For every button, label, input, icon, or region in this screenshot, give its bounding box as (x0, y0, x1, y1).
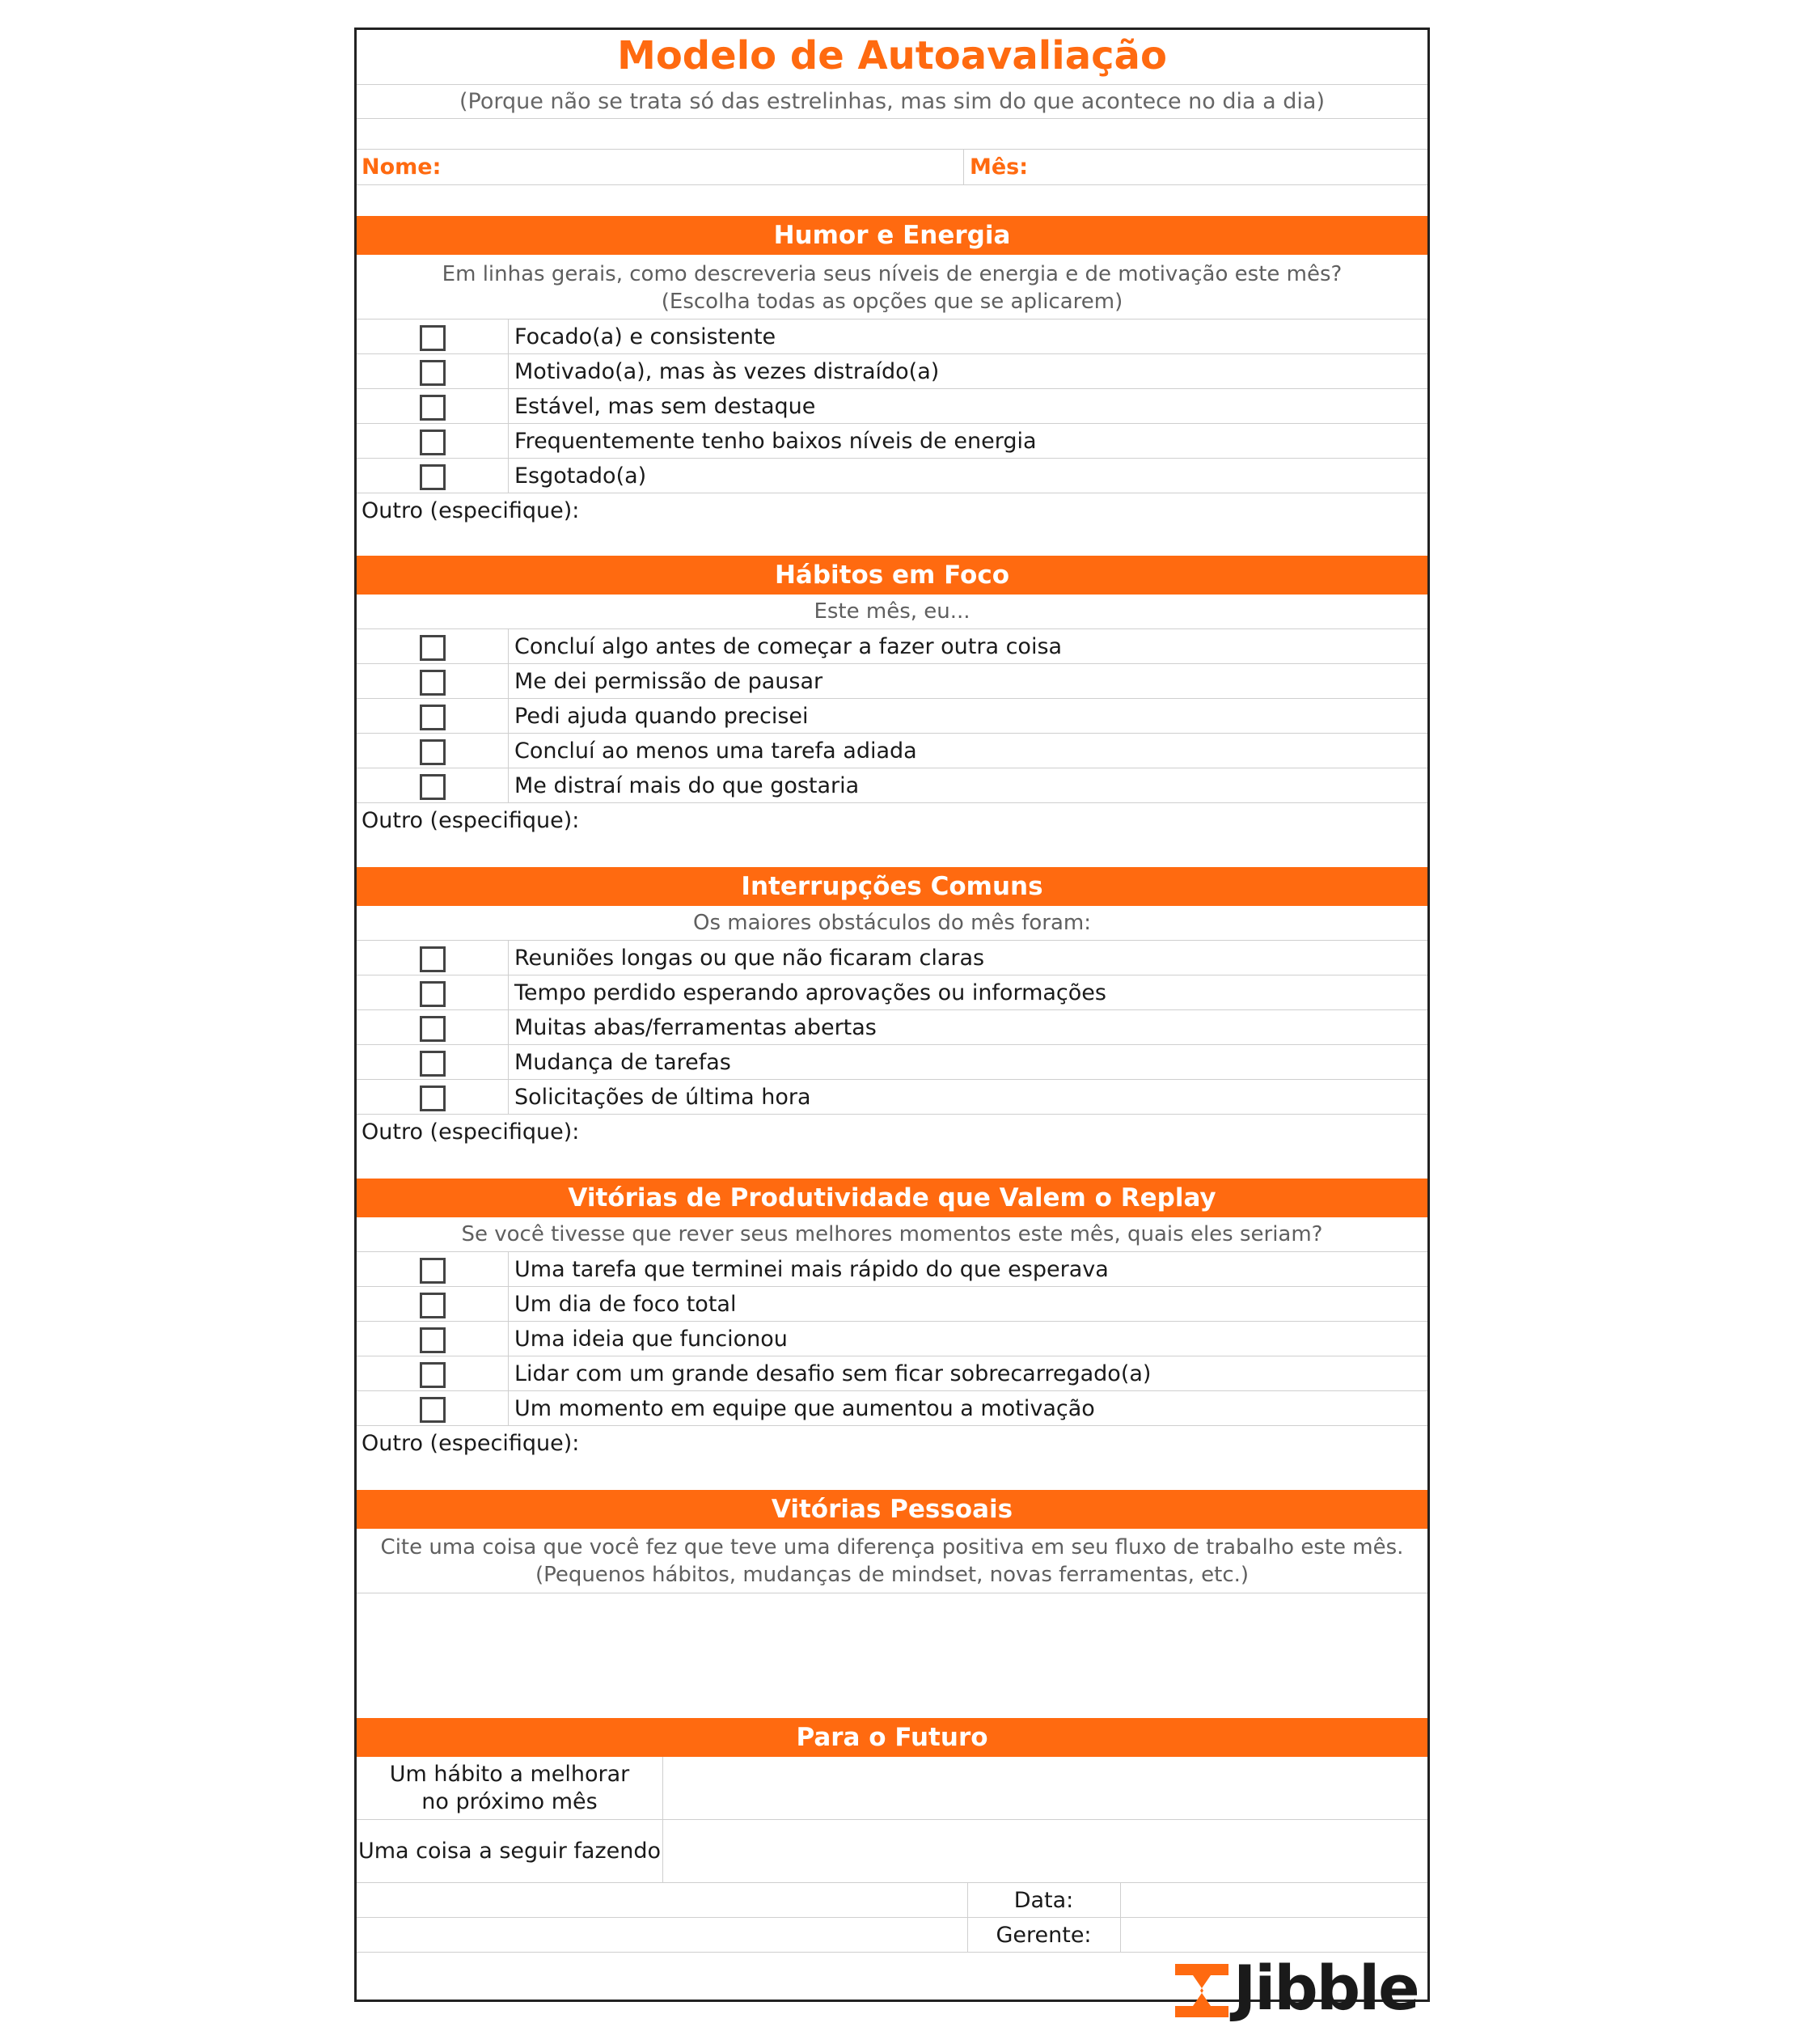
option-label: Me dei permissão de pausar (514, 669, 823, 694)
checkbox-cell (357, 459, 509, 493)
checkbox-cell (357, 1252, 509, 1286)
checkbox[interactable] (420, 705, 446, 730)
checkbox-cell (357, 699, 509, 733)
checkbox[interactable] (420, 1258, 446, 1284)
checkbox-cell (357, 1010, 509, 1044)
future-answer-field[interactable] (664, 1757, 1427, 1820)
checkbox-cell (357, 1356, 509, 1390)
jibble-logo (1173, 1952, 1424, 2024)
future-row-label: Um hábito a melhorar no próximo mês (389, 1762, 630, 1814)
date-label: Data: (1013, 1888, 1074, 1913)
jibble-mark-icon (1173, 1962, 1230, 2019)
option-row[interactable] (357, 389, 1427, 424)
name-label: Nome: (362, 154, 442, 180)
checkbox-cell (357, 768, 509, 802)
section-header-habitos-foco: Hábitos em Foco (357, 556, 1427, 595)
column-divider (662, 1757, 663, 1819)
option-label: Um momento em equipe que aumentou a motivação (514, 1396, 1095, 1421)
checkbox-cell (357, 1287, 509, 1321)
section-prompt (357, 1217, 1427, 1252)
jibble-wordmark: Jibble (1233, 1952, 1419, 2024)
checkbox-cell (357, 1045, 509, 1079)
name-field[interactable] (454, 153, 955, 182)
checkbox[interactable] (420, 670, 446, 696)
option-label: Focado(a) e consistente (514, 324, 776, 349)
checkbox-cell (357, 664, 509, 698)
checkbox-cell (357, 1322, 509, 1356)
prompt-line: Em linhas gerais, como descreveria seus níveis de energia e de motivação este mês? (442, 262, 1343, 286)
column-divider (662, 1820, 663, 1882)
option-label: Me distraí mais do que gostaria (514, 773, 860, 798)
checkbox[interactable] (420, 395, 446, 421)
other-specify-field[interactable] (357, 1115, 1427, 1179)
option-row[interactable] (357, 354, 1427, 389)
checkbox[interactable] (420, 946, 446, 972)
option-label: Lidar com um grande desafio sem ficar sobrecarregado(a) (514, 1361, 1152, 1386)
checkbox-cell (357, 734, 509, 768)
checkbox[interactable] (420, 1397, 446, 1423)
checkbox-cell (357, 1391, 509, 1425)
section-prompt (357, 255, 1427, 320)
option-label: Reuniões longas ou que não ficaram claras (514, 946, 985, 971)
section-prompt (357, 595, 1427, 629)
checkbox-cell (357, 941, 509, 975)
checkbox[interactable] (420, 325, 446, 351)
checkbox[interactable] (420, 635, 446, 661)
other-label: Outro (especifique): (362, 808, 580, 833)
column-divider (1120, 1883, 1121, 1917)
checkbox[interactable] (420, 430, 446, 455)
future-answer-field[interactable] (664, 1820, 1427, 1883)
option-row[interactable] (357, 320, 1427, 354)
other-specify-field[interactable] (357, 493, 1427, 556)
option-label: Um dia de foco total (514, 1292, 737, 1317)
column-divider (963, 150, 964, 184)
other-label: Outro (especifique): (362, 1119, 580, 1145)
option-row[interactable] (357, 1080, 1427, 1115)
section-header-humor-energia: Humor e Energia (357, 216, 1427, 255)
self-assessment-form (354, 28, 1430, 2024)
option-row[interactable] (357, 1010, 1427, 1045)
option-label: Uma tarefa que terminei mais rápido do que esperava (514, 1257, 1109, 1282)
month-label: Mês: (970, 154, 1029, 180)
option-label: Solicitações de última hora (514, 1085, 811, 1110)
personal-wins-answer-area[interactable] (357, 1593, 1427, 1718)
checkbox[interactable] (420, 464, 446, 490)
checkbox-cell (357, 354, 509, 388)
option-row[interactable] (357, 768, 1427, 803)
option-row[interactable] (357, 1252, 1427, 1287)
checkbox-cell (357, 629, 509, 663)
checkbox-cell (357, 389, 509, 423)
checkbox-cell (357, 975, 509, 1009)
option-label: Tempo perdido esperando aprovações ou informações (514, 980, 1106, 1005)
section-header-para-futuro: Para o Futuro (357, 1718, 1427, 1757)
checkbox-cell (357, 424, 509, 458)
option-row[interactable] (357, 459, 1427, 493)
checkbox[interactable] (420, 1051, 446, 1077)
future-row (357, 1820, 1427, 1883)
checkbox-cell (357, 1080, 509, 1114)
option-label: Motivado(a), mas às vezes distraído(a) (514, 359, 940, 384)
prompt-line: Cite uma coisa que você fez que teve uma diferença positiva em seu fluxo de trabalho este mês. (380, 1535, 1404, 1559)
option-row[interactable] (357, 424, 1427, 459)
option-label: Uma ideia que funcionou (514, 1327, 788, 1352)
option-label: Pedi ajuda quando precisei (514, 704, 809, 729)
checkbox[interactable] (420, 1016, 446, 1042)
prompt-line: Este mês, eu... (814, 599, 971, 624)
checkbox[interactable] (420, 1293, 446, 1318)
checkbox[interactable] (420, 360, 446, 386)
other-label: Outro (especifique): (362, 1431, 580, 1456)
column-divider (1120, 1918, 1121, 1952)
option-label: Muitas abas/ferramentas abertas (514, 1015, 877, 1040)
spacer-row (357, 119, 1427, 150)
checkbox[interactable] (420, 1085, 446, 1111)
form-title: Modelo de Autoavaliação (357, 30, 1427, 85)
month-field[interactable] (1036, 153, 1424, 182)
other-label: Outro (especifique): (362, 498, 580, 523)
option-label: Estável, mas sem destaque (514, 394, 816, 419)
other-specify-field[interactable] (357, 803, 1427, 867)
option-row[interactable] (357, 629, 1427, 664)
prompt-line: Se você tivesse que rever seus melhores momentos este mês, quais eles seriam? (461, 1222, 1323, 1246)
future-row (357, 1757, 1427, 1820)
option-row[interactable] (357, 1322, 1427, 1356)
option-row[interactable] (357, 941, 1427, 975)
checkbox[interactable] (420, 981, 446, 1007)
checkbox[interactable] (420, 774, 446, 800)
manager-label: Gerente: (996, 1923, 1092, 1948)
option-row[interactable] (357, 1287, 1427, 1322)
checkbox-cell (357, 320, 509, 353)
checkbox[interactable] (420, 1327, 446, 1353)
option-label: Frequentemente tenho baixos níveis de energia (514, 429, 1037, 454)
option-row[interactable] (357, 699, 1427, 734)
option-row[interactable] (357, 1045, 1427, 1080)
option-label: Esgotado(a) (514, 463, 647, 489)
manager-field[interactable] (1122, 1918, 1427, 1953)
checkbox[interactable] (420, 1362, 446, 1388)
section-prompt (357, 906, 1427, 941)
prompt-line: (Pequenos hábitos, mudanças de mindset, novas ferramentas, etc.) (535, 1563, 1250, 1587)
option-label: Concluí ao menos uma tarefa adiada (514, 738, 917, 764)
option-row[interactable] (357, 1391, 1427, 1426)
option-label: Mudança de tarefas (514, 1050, 731, 1075)
other-specify-field[interactable] (357, 1426, 1427, 1490)
prompt-line: (Escolha todas as opções que se aplicarem) (661, 290, 1123, 314)
checkbox[interactable] (420, 739, 446, 765)
section-header-vitorias-produtividade: Vitórias de Produtividade que Valem o Replay (357, 1179, 1427, 1217)
prompt-line: Os maiores obstáculos do mês foram: (693, 911, 1091, 935)
option-row[interactable] (357, 975, 1427, 1010)
future-row-label: Uma coisa a seguir fazendo (357, 1839, 662, 1864)
section-prompt (357, 1529, 1427, 1593)
option-row[interactable] (357, 734, 1427, 768)
option-label: Concluí algo antes de começar a fazer outra coisa (514, 634, 1063, 659)
date-field[interactable] (1122, 1883, 1427, 1918)
form-subtitle: (Porque não se trata só das estrelinhas, mas sim do que acontece no dia a dia) (357, 85, 1427, 119)
date-row (357, 1883, 1427, 1918)
option-row[interactable] (357, 664, 1427, 699)
option-row[interactable] (357, 1356, 1427, 1391)
name-month-row (357, 150, 1427, 185)
section-header-interrupcoes: Interrupções Comuns (357, 867, 1427, 906)
manager-row (357, 1918, 1427, 1953)
section-header-vitorias-pessoais: Vitórias Pessoais (357, 1490, 1427, 1529)
